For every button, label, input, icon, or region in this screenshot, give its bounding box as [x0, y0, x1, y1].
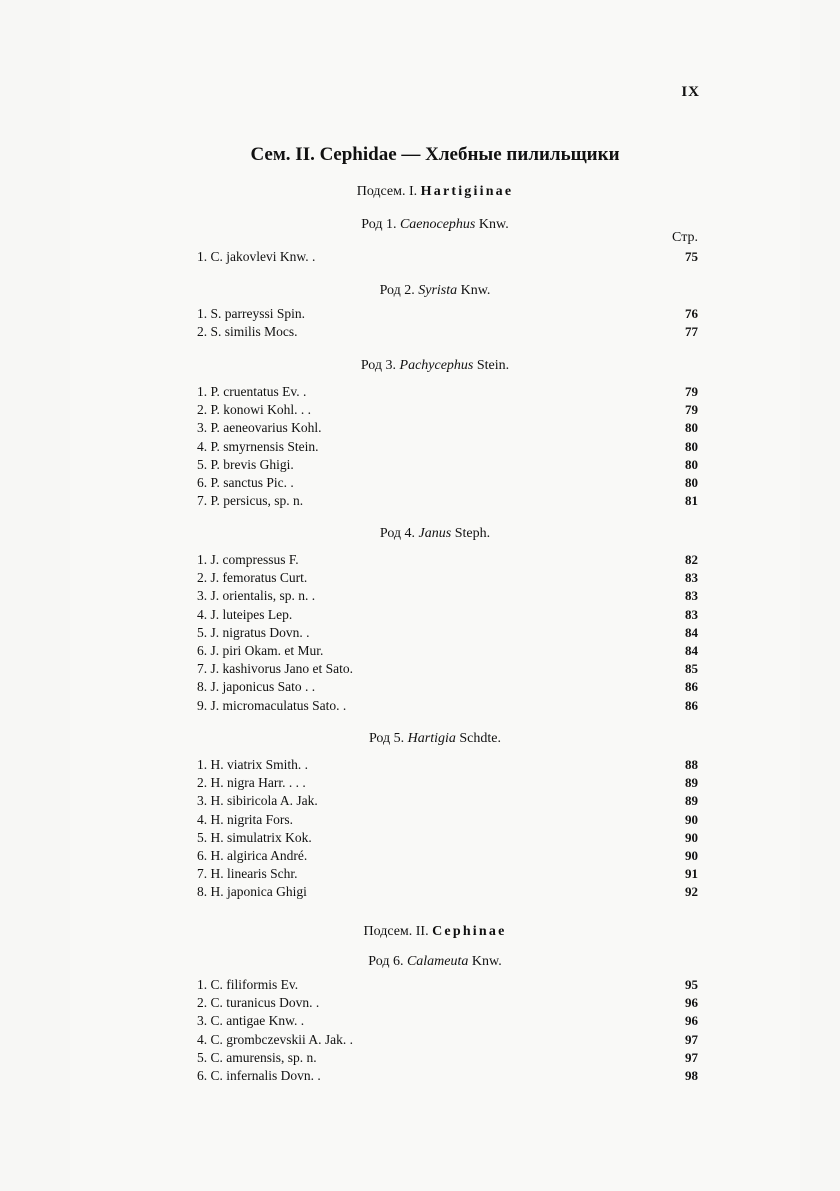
page-ref: 80 [685, 438, 698, 454]
species-entry [197, 812, 698, 830]
page-ref: 83 [685, 606, 698, 622]
species-list [197, 552, 698, 716]
species-name: 6. C. infernalis Dovn. . [197, 1067, 321, 1083]
species-name: 3. H. sibiricola A. Jak. [197, 793, 318, 809]
species-name: 8. J. japonicus Sato . . [197, 679, 316, 695]
genus-heading [70, 217, 800, 233]
species-entry [197, 475, 698, 493]
genus-author: Steph. [454, 526, 491, 541]
species-entry [197, 866, 698, 884]
page-ref: 88 [685, 757, 698, 772]
page-ref: 95 [685, 977, 698, 992]
species-entry [197, 439, 698, 457]
page-ref: 98 [685, 1067, 698, 1083]
genus-heading [70, 731, 800, 747]
subfamily-lead: Подсем. I. [356, 184, 418, 199]
genus-heading [70, 526, 800, 542]
genus-heading [70, 358, 800, 374]
species-name: 7. P. persicus, sp. n. [197, 493, 304, 509]
subfamily-heading [70, 924, 800, 940]
page-ref: 83 [685, 588, 698, 604]
page-ref: 97 [685, 1031, 698, 1047]
subfamily-heading [70, 184, 800, 200]
page-ref: 86 [685, 679, 698, 695]
genus-prefix: Род 2. [379, 283, 415, 298]
page-ref: 80 [685, 420, 698, 436]
page-ref: 90 [685, 847, 698, 863]
page-ref: 81 [685, 493, 698, 509]
species-name: 1. J. compressus F. [197, 552, 299, 567]
species-name: 1. S. parreyssi Spin. [197, 306, 305, 321]
page-ref: 85 [685, 661, 698, 677]
species-entry [197, 1050, 698, 1068]
species-entry [197, 1013, 698, 1031]
genus-name: Hartigia [407, 731, 456, 746]
species-name: 2. S. similis Mocs. [197, 324, 298, 340]
species-entry [197, 884, 698, 902]
genus-prefix: Род 3. [360, 358, 397, 373]
species-name: 5. H. simulatrix Kok. [197, 829, 312, 845]
species-name: 6. P. sanctus Pic. . [197, 474, 294, 490]
species-entry [197, 588, 698, 606]
species-name: 1. C. jakovlevi Knw. . [197, 249, 316, 264]
genus-name: Pachycephus [399, 358, 474, 373]
species-entry [197, 757, 698, 775]
page-ref: 84 [685, 624, 698, 640]
species-name: 3. C. antigae Knw. . [197, 1013, 305, 1029]
genus-heading [70, 283, 800, 299]
book-page [70, 0, 800, 1191]
species-entry [197, 570, 698, 588]
page-number: IX [681, 84, 700, 100]
genus-name: Syrista [418, 283, 458, 298]
species-name: 7. H. linearis Schr. [197, 866, 298, 882]
species-name: 4. H. nigrita Fors. [197, 811, 293, 827]
species-entry [197, 457, 698, 475]
page-ref: 79 [685, 402, 698, 418]
page-ref: 92 [685, 884, 698, 900]
species-list [197, 306, 698, 342]
species-name: 1. P. cruentatus Ev. . [197, 384, 307, 399]
species-list [197, 977, 698, 1086]
species-entry [197, 324, 698, 342]
page-ref: 91 [685, 866, 698, 882]
species-name: 1. C. filiformis Ev. [197, 977, 299, 992]
page-ref: 79 [685, 384, 698, 399]
page-ref: 90 [685, 811, 698, 827]
species-entry [197, 1032, 698, 1050]
species-entry [197, 420, 698, 438]
page-ref: 96 [685, 995, 698, 1011]
page-ref: 89 [685, 775, 698, 791]
page-ref: 97 [685, 1049, 698, 1065]
species-name: 5. J. nigratus Dovn. . [197, 624, 310, 640]
species-name: 4. J. luteipes Lep. [197, 606, 293, 622]
page-column-header: Стр. [672, 230, 698, 245]
species-name: 5. C. amurensis, sp. n. [197, 1049, 317, 1065]
species-entry [197, 643, 698, 661]
page-ref: 80 [685, 456, 698, 472]
subfamily-name: Cephinae [432, 924, 507, 939]
species-name: 3. P. aeneovarius Kohl. [197, 420, 322, 436]
subfamily-lead: Подсем. II. [363, 924, 429, 939]
page-ref: 83 [685, 570, 698, 586]
species-name: 7. J. kashivorus Jano et Sato. [197, 661, 353, 677]
genus-author: Schdte. [459, 731, 501, 746]
genus-author: Knw. [471, 954, 502, 969]
species-entry [197, 830, 698, 848]
species-entry [197, 306, 698, 324]
species-name: 2. P. konowi Kohl. . . [197, 402, 312, 418]
species-entry [197, 384, 698, 402]
page-ref: 76 [685, 306, 698, 321]
species-entry [197, 679, 698, 697]
species-entry [197, 552, 698, 570]
family-title: Сем. II. Cephidae — Хлебные пилильщики [250, 144, 620, 165]
species-name: 2. J. femoratus Curt. [197, 570, 308, 586]
species-name: 1. H. viatrix Smith. . [197, 757, 308, 772]
genus-prefix: Род 6. [368, 954, 404, 969]
species-entry [197, 793, 698, 811]
page-ref: 75 [685, 249, 698, 264]
page-ref: 89 [685, 793, 698, 809]
genus-heading [70, 954, 800, 970]
species-name: 9. J. micromaculatus Sato. . [197, 697, 347, 713]
genus-prefix: Род 1. [361, 217, 397, 232]
genus-name: Caenocephus [399, 217, 476, 232]
species-entry [197, 848, 698, 866]
page-ref: 96 [685, 1013, 698, 1029]
species-name: 6. J. piri Okam. et Mur. [197, 642, 324, 658]
page-ref: 77 [685, 324, 698, 340]
species-entry [197, 1068, 698, 1086]
species-entry [197, 775, 698, 793]
species-entry [197, 698, 698, 716]
species-entry [197, 493, 698, 511]
species-name: 5. P. brevis Ghigi. [197, 456, 294, 472]
genus-author: Stein. [476, 358, 510, 373]
genus-name: Calameuta [406, 954, 469, 969]
species-name: 2. C. turanicus Dovn. . [197, 995, 320, 1011]
species-list [197, 757, 698, 903]
species-list [197, 384, 698, 511]
species-entry [197, 995, 698, 1013]
species-list [197, 249, 698, 267]
genus-prefix: Род 5. [368, 731, 405, 746]
species-name: 6. H. algirica André. [197, 847, 308, 863]
subfamily-name: Hartigiinae [420, 184, 514, 199]
species-entry [197, 625, 698, 643]
genus-prefix: Род 4. [379, 526, 416, 541]
species-entry [197, 607, 698, 625]
species-entry [197, 402, 698, 420]
species-name: 3. J. orientalis, sp. n. . [197, 588, 316, 604]
page-ref: 84 [685, 642, 698, 658]
species-entry [197, 249, 698, 267]
species-name: 4. P. smyrnensis Stein. [197, 438, 319, 454]
genus-author: Knw. [460, 283, 491, 298]
genus-author: Knw. [478, 217, 509, 232]
species-name: 8. H. japonica Ghigi [197, 884, 307, 900]
page-ref: 80 [685, 474, 698, 490]
species-entry [197, 977, 698, 995]
page-ref: 82 [685, 552, 698, 567]
genus-name: Janus [418, 526, 452, 541]
species-name: 2. H. nigra Harr. . . . [197, 775, 306, 791]
page-ref: 86 [685, 697, 698, 713]
species-entry [197, 661, 698, 679]
species-name: 4. C. grombczevskii A. Jak. . [197, 1031, 353, 1047]
page-ref: 90 [685, 829, 698, 845]
